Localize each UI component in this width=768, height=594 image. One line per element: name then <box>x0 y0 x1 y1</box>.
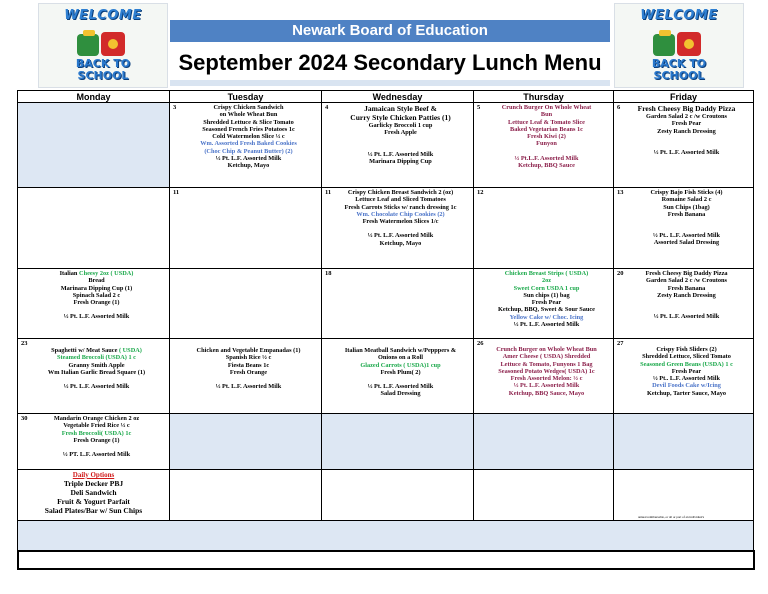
cell-mon-sep16: Italian Cheesy 2oz ( USDA) Bread Marinara Dipping Cup (1) Spinach Salad 2 c Fresh Orange (1) ½ Pt. L.F. Assorted Milk <box>18 269 170 339</box>
cell-wed-sep18 <box>322 269 474 339</box>
footer-band <box>18 521 754 552</box>
backpack-icon <box>649 28 707 58</box>
page-title: September 2024 Secondary Lunch Menu <box>178 50 602 75</box>
cell-thu-sep12 <box>474 188 614 269</box>
cell-thu-sep5: 5 Crunch Burger On Whole Wheat Bun Lettuce Leaf & Tomato Slice Baked Vegetarian Beans 1c Fresh Kiwi (2) Funyon ½ Pt.L.F. Assorted Milk Ketchup, BBQ Sauce <box>474 103 614 188</box>
cell-thu-options <box>474 470 614 521</box>
day-number: 27 <box>617 340 624 347</box>
cell-wed-sep25: Italian Meatball Sandwich w/Pepppers & Onions on a Roll Glazed Carrots ( USDA)1 cup Fresh Plum( 2) ½ Pt. L.F. Assorted Milk Salad Dressing <box>322 339 474 414</box>
cell-tue-sep24: Chicken and Vegetable Empanadas (1) Spanish Rice ½ c Fiesta Beans 1c Fresh Orange ½ Pt. L.F. Assorted Milk <box>170 339 322 414</box>
day-number: 6 <box>617 104 621 111</box>
day-number: 5 <box>477 104 481 111</box>
lunch-menu-table <box>17 90 754 552</box>
fine-print: annual reimbursable, or all or part of an individual's <box>638 515 705 519</box>
logo-welcome-text: WELCOME <box>64 8 142 23</box>
cell-fri-sep13: 13 Crispy Bajo Fish Sticks (4) Romaine Salad 2 c Sun Chips (1bag) Fresh Banana ½ Pt.. L.F. Assorted Milk Assorted Salad Dressing <box>614 188 754 269</box>
day-number: 23 <box>21 340 28 347</box>
org-banner: Newark Board of Education <box>170 20 610 42</box>
cell-tue-sep3: 3 Crispy Chicken Sandwich on Whole Wheat Bun Shredded Lettuce & Slice Tomato Seasoned French Fries Potatoes 1c Cold Watermelon Slice ½ c Wm. Assorted Fresh Baked Cookies (Choc Chip & Peanut Butter) (2) ½ Pt. L.F. Assorted Milk Ketchup, Mayo <box>170 103 322 188</box>
day-number: 12 <box>477 189 484 196</box>
cell-wed-week5 <box>322 414 474 470</box>
cell-thu-sep19: Chicken Breast Strips ( USDA) 2oz Sweet Corn USDA 1 cup Sun chips (1) bag Fresh Pear Ketchup, BBQ, Sweet & Sour Sauce Yellow Cake w/ Choc. Icing ½ Pt. L.F. Assorted Milk <box>474 269 614 339</box>
cell-tue-options <box>170 470 322 521</box>
cell-fri-sep27: 27 Crispy Fish Sliders (2) Shredded Lettuce, Sliced Tomato Seasoned Green Beans (USDA) 1 c Fresh Pear ½ Pt.. L.F. Assorted Milk Devil Foods Cake w/Icing Ketchup, Tarter Sauce, Mayo <box>614 339 754 414</box>
title-underline-bar <box>170 80 610 86</box>
welcome-back-logo-left <box>38 3 168 88</box>
logo-back-to-school: BACK TO SCHOOL <box>75 57 131 82</box>
bottom-empty-box <box>17 550 755 570</box>
cell-mon-sep30: 30 Mandarin Orange Chicken 2 oz Vegetable Fried Rice ½ c Fresh Broccoli( USDA) 1c Fresh Orange (1) ½ PT. L.F. Assorted Milk <box>18 414 170 470</box>
daily-options-cell: Daily Options Triple Decker PBJ Deli Sandwich Fruit & Yogurt Parfait Salad Plates/Bar w/ Sun Chips <box>18 470 170 521</box>
cell-fri-sep6: 6 Fresh Cheesy Big Daddy Pizza Garden Salad 2 c /w Croutons Fresh Pear Zesty Ranch Dressing ½ Pt. L.F. Assorted Milk <box>614 103 754 188</box>
cell-mon-week1 <box>18 103 170 188</box>
cell-tue-week5 <box>170 414 322 470</box>
day-number: 11 <box>173 189 180 196</box>
header-friday: Friday <box>614 91 754 103</box>
day-number: 3 <box>173 104 177 111</box>
cell-fri-week5 <box>614 414 754 470</box>
header-wednesday: Wednesday <box>322 91 474 103</box>
cell-wed-sep4: 4 Jamaican Style Beef & Curry Style Chicken Patties (1) Garlicky Broccoli 1 cup Fresh Apple ½ Pt. L.F. Assorted Milk Marinara Dipping Cup <box>322 103 474 188</box>
cell-tue-week2 <box>170 188 322 269</box>
cell-wed-options <box>322 470 474 521</box>
header-tuesday: Tuesday <box>170 91 322 103</box>
day-number: 20 <box>617 270 624 277</box>
cell-mon-sep23: 23 Spaghetti w/ Meat Sauce ( USDA) Steamed Broccoli (USDA) 1 c Granny Smith Apple Wm Italian Garlic Bread Square (1) ½ Pt. L.F. Assorted Milk <box>18 339 170 414</box>
backpack-icon <box>73 28 131 58</box>
day-number: 26 <box>477 340 484 347</box>
cell-mon-week2 <box>18 188 170 269</box>
header-thursday: Thursday <box>474 91 614 103</box>
welcome-back-logo-right <box>614 3 744 88</box>
day-number: 4 <box>325 104 329 111</box>
logo-back-to-school: BACK TO SCHOOL <box>651 57 707 82</box>
cell-thu-sep26: 26 Crunch Burger on Whole Wheat Bun Amer Cheese ( USDA) Shredded Lettuce & Tomato, Funyons 1 Bag Seasoned Potato Wedges( USDA) 1c Fresh Assorted Melon: ½ c ½ Pt. L.F. Assorted Milk Ketchup, BBQ Sauce, Mayo <box>474 339 614 414</box>
cell-fri-sep20: 20 Fresh Cheesy Big Daddy Pizza Garden Salad 2 c /w Croutons Fresh Banana Zesty Ranch Dressing ½ Pt. L.F. Assorted Milk <box>614 269 754 339</box>
logo-welcome-text: WELCOME <box>640 8 718 23</box>
day-number: 18 <box>325 270 332 277</box>
daily-options-heading: Daily Options <box>72 471 115 479</box>
cell-tue-sep17 <box>170 269 322 339</box>
cell-thu-week5 <box>474 414 614 470</box>
cell-fri-options <box>614 470 754 521</box>
header-monday: Monday <box>18 91 170 103</box>
day-number: 13 <box>617 189 624 196</box>
cell-wed-sep11: 11 Crispy Chicken Breast Sandwich 2 (oz) Lettuce Leaf and Sliced Tomatoes Fresh Carrots Sticks w/ ranch dressing 1c Wm. Chocolate Chip Cookies (2) Fresh Watermelon Slices 1/c ½ Pt. L.F. Assorted Milk Ketchup, Mayo <box>322 188 474 269</box>
day-number: 30 <box>21 415 28 422</box>
day-number: 11 <box>325 189 332 196</box>
